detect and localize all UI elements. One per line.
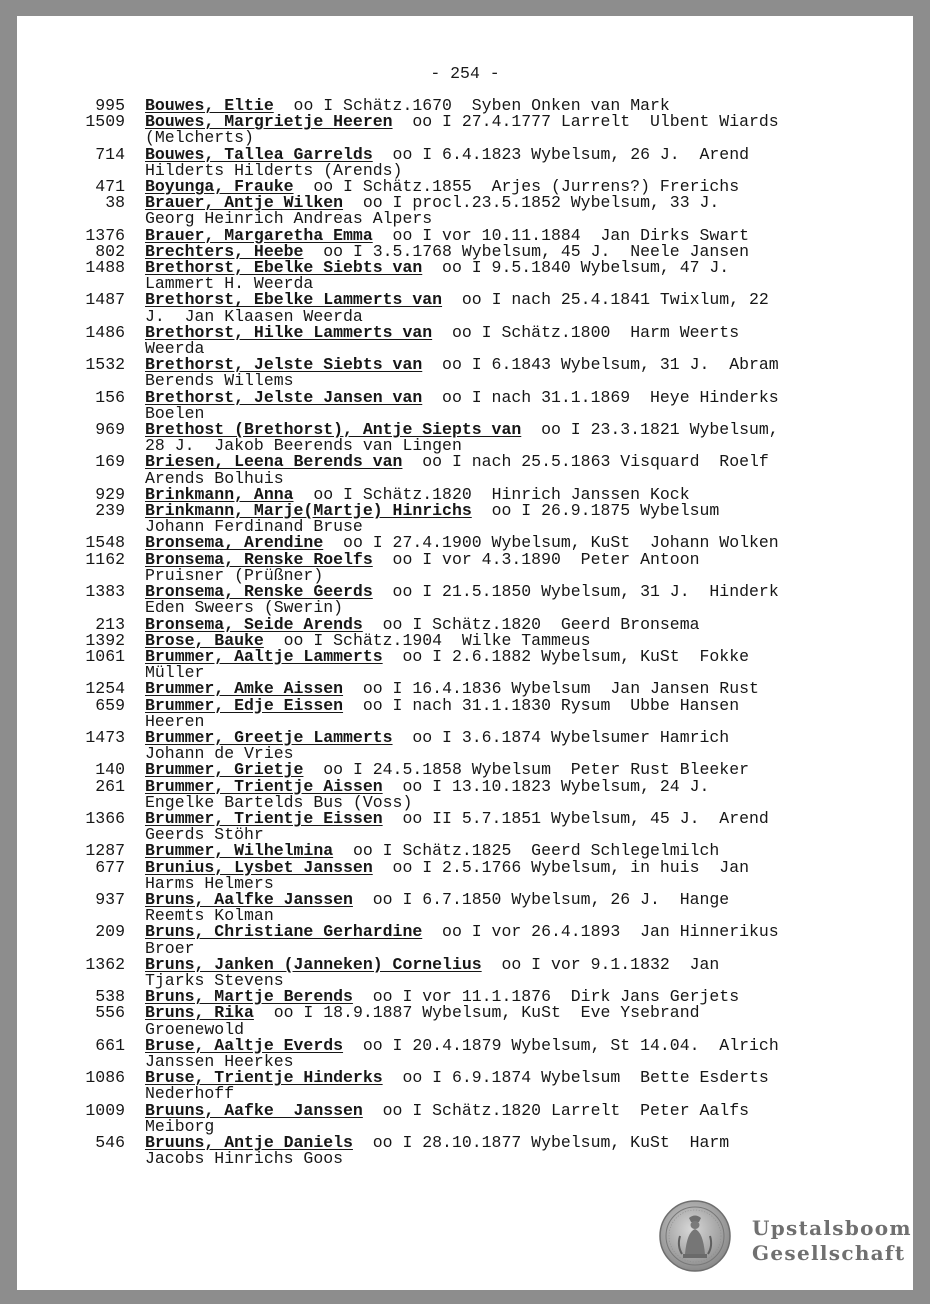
entry-row — [67, 1100, 857, 1136]
entry-number: 659 — [95, 695, 125, 715]
entry-row — [67, 292, 857, 324]
entry-text — [145, 1100, 750, 1136]
entry-row — [67, 1035, 857, 1071]
entry-number: 1509 — [85, 112, 125, 132]
entry-continuation: Boelen — [145, 403, 205, 423]
entry-marriage-details: oo I Schätz.1904 Wilke Tammeus — [263, 630, 591, 650]
entry-name: Bronsema, Renske Roelfs — [145, 549, 373, 569]
entry-row — [67, 924, 857, 956]
entry-marriage-details: oo I vor 4.3.1890 Peter Antoon — [372, 549, 700, 569]
entry-marriage-details: oo I 3.5.1768 Wybelsum, 45 J. Neele Jansen — [303, 241, 750, 261]
entry-text — [145, 454, 769, 486]
entry-marriage-details: oo I nach 25.4.1841 Twixlum, 22 — [442, 290, 769, 310]
entry-name: Brummer, Trientje Aissen — [145, 776, 383, 796]
entry-name: Brummer, Grietje — [145, 760, 304, 780]
entry-number: 1061 — [85, 646, 125, 666]
entry-continuation: Berends Willems — [145, 371, 294, 391]
entry-number: 661 — [95, 1035, 125, 1055]
entry-marriage-details: oo I nach 31.1.1830 Rysum Ubbe Hansen — [343, 695, 740, 715]
entry-number: 1254 — [85, 679, 125, 699]
entry-marriage-details: oo I 23.3.1821 Wybelsum, — [521, 420, 779, 440]
entry-name: Brauer, Margaretha Emma — [145, 225, 373, 245]
entry-text — [145, 924, 779, 956]
entry-number: 1383 — [85, 582, 125, 602]
entry-text — [145, 260, 729, 292]
entry-marriage-details: oo I 6.7.1850 Wybelsum, 26 J. Hange — [352, 889, 730, 909]
entry-text — [145, 1005, 700, 1037]
document-page — [17, 16, 913, 1290]
entry-row — [67, 808, 857, 845]
entry-marriage-details: oo I 6.1843 Wybelsum, 31 J. Abram — [422, 355, 779, 375]
entry-continuation: Tjarks Stevens — [145, 970, 284, 990]
entry-marriage-details: oo I 26.9.1875 Wybelsum — [471, 501, 720, 521]
entry-marriage-details: oo I 27.4.1777 Larrelt Ulbent Wiards — [392, 112, 779, 132]
entry-number: 209 — [95, 922, 125, 942]
entry-name: Brethost (Brethorst), Antje Siepts van — [145, 420, 522, 440]
entry-text — [145, 889, 730, 926]
entry-row — [67, 1005, 857, 1037]
entry-name: Brethorst, Hilke Lammerts van — [145, 322, 433, 342]
entry-number: 802 — [95, 241, 125, 261]
entry-name: Brethorst, Ebelke Siebts van — [145, 258, 423, 278]
entry-continuation: Weerda — [145, 339, 205, 359]
entry-row — [67, 1135, 857, 1167]
entry-text — [145, 195, 719, 227]
entry-name: Brummer, Greetje Lammerts — [145, 727, 393, 747]
entry-name: Bruns, Janken (Janneken) Cornelius — [145, 954, 482, 974]
entry-number: 1009 — [85, 1100, 125, 1120]
entry-number: 169 — [95, 452, 125, 472]
entry-marriage-details: oo I 6.4.1823 Wybelsum, 26 J. Arend — [372, 144, 750, 164]
entry-number: 261 — [95, 776, 125, 796]
entry-marriage-details: oo I 21.5.1850 Wybelsum, 31 J. Hinderk — [372, 582, 779, 602]
entry-row — [67, 549, 857, 585]
entry-name: Brummer, Trientje Eissen — [145, 808, 383, 828]
entry-continuation: Janssen Heerkes — [145, 1051, 294, 1071]
entry-row — [67, 357, 857, 389]
entry-name: Brethorst, Jelste Jansen van — [145, 387, 423, 407]
entry-name: Bruuns, Antje Daniels — [145, 1133, 353, 1152]
entry-continuation: 28 J. Jakob Beerends van Lingen — [145, 436, 462, 456]
entry-number: 471 — [95, 177, 125, 197]
entry-marriage-details: oo I nach 31.1.1869 Heye Hinderks — [422, 387, 779, 407]
entry-row — [67, 260, 857, 292]
entry-row — [67, 954, 857, 990]
entry-name: Brummer, Edje Eissen — [145, 695, 344, 715]
entry-name: Boyunga, Frauke — [145, 177, 294, 197]
entry-continuation: Eden Sweers (Swerin) — [145, 598, 344, 618]
society-name-line1: Upstalsboom — [752, 1216, 912, 1240]
entry-continuation: Lammert H. Weerda — [145, 274, 314, 294]
entry-number: 1473 — [85, 727, 125, 747]
entry-number: 1548 — [85, 533, 125, 553]
entry-text — [145, 808, 769, 845]
entry-name: Briesen, Leena Berends van — [145, 452, 403, 472]
entry-row — [67, 195, 857, 227]
entry-number: 140 — [95, 760, 125, 780]
entry-continuation: Groenewold — [145, 1019, 245, 1039]
entry-marriage-details: oo I 9.5.1840 Wybelsum, 47 J. — [422, 258, 730, 278]
entry-text — [145, 857, 750, 893]
entry-text — [145, 646, 750, 683]
entry-marriage-details: oo I 28.10.1877 Wybelsum, KuSt Harm — [352, 1133, 730, 1152]
entry-text — [145, 584, 779, 616]
entry-row — [67, 727, 857, 764]
entry-text — [145, 422, 779, 454]
entry-name: Brinkmann, Marje(Martje) Hinrichs — [145, 501, 472, 521]
page-number: - 254 - — [430, 64, 500, 83]
entry-row — [67, 454, 857, 486]
entry-marriage-details: oo I 24.5.1858 Wybelsum Peter Rust Bleeker — [303, 760, 750, 780]
entry-list — [67, 98, 857, 1167]
entry-name: Brauer, Antje Wilken — [145, 193, 344, 213]
entry-name: Brinkmann, Anna — [145, 484, 294, 504]
entry-text — [145, 1135, 729, 1167]
entry-continuation: Hilderts Hilderts (Arends) — [145, 160, 403, 180]
entry-row — [67, 646, 857, 683]
entry-number: 1287 — [85, 841, 125, 861]
entry-marriage-details: oo I Schätz.1820 Geerd Bronsema — [362, 614, 700, 634]
entry-continuation: Geerds Stöhr — [145, 825, 264, 845]
entry-marriage-details: oo I 20.4.1879 Wybelsum, St 14.04. Alrich — [343, 1035, 779, 1055]
entry-text — [145, 549, 700, 585]
entry-number: 714 — [95, 144, 125, 164]
entry-name: Bouwes, Tallea Garrelds — [145, 144, 373, 164]
entry-marriage-details: oo I 6.9.1874 Wybelsum Bette Esderts — [382, 1068, 769, 1088]
entry-continuation: Müller — [145, 663, 205, 683]
entry-text — [145, 387, 779, 423]
entry-number: 995 — [95, 96, 125, 115]
entry-continuation: Jacobs Hinrichs Goos — [145, 1149, 344, 1169]
entry-marriage-details: oo I Schätz.1820 Larrelt Peter Aalfs — [362, 1100, 750, 1120]
entry-number: 213 — [95, 614, 125, 634]
entry-continuation: Arends Bolhuis — [145, 468, 284, 488]
entry-number: 1532 — [85, 355, 125, 375]
entry-name: Bronsema, Seide Arends — [145, 614, 363, 634]
entry-row — [67, 144, 857, 180]
entry-number: 38 — [105, 193, 125, 213]
entry-row — [67, 114, 857, 146]
entry-number: 538 — [95, 987, 125, 1007]
entry-continuation: Pruisner (Prüßner) — [145, 565, 324, 585]
society-name — [752, 1216, 912, 1266]
entry-row — [67, 387, 857, 423]
entry-name: Bronsema, Arendine — [145, 533, 324, 553]
entry-name: Brunius, Lysbet Janssen — [145, 857, 373, 877]
entry-continuation: Johann de Vries — [145, 744, 294, 764]
entry-text — [145, 357, 779, 389]
entry-number: 546 — [95, 1133, 125, 1152]
entry-marriage-details: oo I vor 11.1.1876 Dirk Jans Gerjets — [352, 987, 740, 1007]
society-name-line2: Gesellschaft — [752, 1241, 906, 1265]
entry-text — [145, 322, 740, 359]
entry-row — [67, 1070, 857, 1102]
entry-text — [145, 954, 720, 990]
entry-marriage-details: oo I 2.5.1766 Wybelsum, in huis Jan — [372, 857, 750, 877]
entry-marriage-details: oo I vor 9.1.1832 Jan — [481, 954, 720, 974]
entry-continuation: Harms Helmers — [145, 873, 274, 893]
entry-marriage-details: oo I Schätz.1820 Hinrich Janssen Kock — [293, 484, 690, 504]
entry-number: 1486 — [85, 322, 125, 342]
entry-row — [67, 322, 857, 359]
entry-number: 1487 — [85, 290, 125, 310]
entry-continuation: Broer — [145, 938, 195, 958]
entry-name: Brummer, Aaltje Lammerts — [145, 646, 383, 666]
entry-number: 929 — [95, 484, 125, 504]
entry-marriage-details: oo I procl.23.5.1852 Wybelsum, 33 J. — [343, 193, 720, 213]
entry-name: Bouwes, Eltie — [145, 96, 274, 115]
entry-name: Brummer, Amke Aissen — [145, 679, 344, 699]
entry-row — [67, 695, 857, 731]
entry-name: Bruns, Rika — [145, 1003, 254, 1023]
entry-continuation: J. Jan Klaasen Weerda — [145, 306, 363, 326]
entry-name: Brethorst, Ebelke Lammerts van — [145, 290, 443, 310]
entry-marriage-details: oo I 3.6.1874 Wybelsumer Hamrich — [392, 727, 730, 747]
entry-number: 937 — [95, 889, 125, 909]
entry-text — [145, 144, 750, 180]
entry-name: Bruns, Martje Berends — [145, 987, 353, 1007]
entry-continuation: Georg Heinrich Andreas Alpers — [145, 209, 433, 229]
entry-marriage-details: oo I Schätz.1670 Syben Onken van Mark — [273, 96, 670, 115]
entry-name: Bruse, Aaltje Everds — [145, 1035, 344, 1055]
entry-number: 556 — [95, 1003, 125, 1023]
entry-name: Bruns, Christiane Gerhardine — [145, 922, 423, 942]
entry-name: Brummer, Wilhelmina — [145, 841, 334, 861]
entry-marriage-details: oo I Schätz.1825 Geerd Schlegelmilch — [333, 841, 720, 861]
entry-number: 239 — [95, 501, 125, 521]
entry-number: 156 — [95, 387, 125, 407]
entry-text — [145, 292, 769, 324]
entry-name: Bouwes, Margrietje Heeren — [145, 112, 393, 132]
entry-name: Brose, Bauke — [145, 630, 264, 650]
entry-text — [145, 695, 740, 731]
entry-marriage-details: oo I 18.9.1887 Wybelsum, KuSt Eve Ysebrand — [253, 1003, 700, 1023]
entry-marriage-details: oo I vor 26.4.1893 Jan Hinnerikus — [422, 922, 779, 942]
entry-marriage-details: oo I 16.4.1836 Wybelsum Jan Jansen Rust — [343, 679, 759, 699]
entry-continuation: (Melcherts) — [145, 128, 254, 148]
entry-marriage-details: oo I Schätz.1855 Arjes (Jurrens?) Frerichs — [293, 177, 740, 197]
entry-text — [145, 1070, 769, 1102]
entry-row — [67, 776, 857, 812]
entry-row — [67, 584, 857, 616]
entry-marriage-details: oo I Schätz.1800 Harm Weerts — [432, 322, 740, 342]
entry-marriage-details: oo I vor 10.11.1884 Jan Dirks Swart — [372, 225, 750, 245]
entry-number: 677 — [95, 857, 125, 877]
entry-row — [67, 503, 857, 535]
entry-text — [145, 776, 710, 812]
entry-name: Bronsema, Renske Geerds — [145, 582, 373, 602]
entry-marriage-details: oo I 13.10.1823 Wybelsum, 24 J. — [382, 776, 710, 796]
entry-marriage-details: oo II 5.7.1851 Wybelsum, 45 J. Arend — [382, 808, 769, 828]
entry-number: 1376 — [85, 225, 125, 245]
entry-number: 1488 — [85, 258, 125, 278]
entry-continuation: Nederhoff — [145, 1084, 235, 1104]
entry-number: 1392 — [85, 630, 125, 650]
entry-number: 969 — [95, 420, 125, 440]
entry-name: Bruuns, Aafke Janssen — [145, 1100, 363, 1120]
entry-marriage-details: oo I nach 25.5.1863 Visquard Roelf — [402, 452, 769, 472]
entry-continuation: Johann Ferdinand Bruse — [145, 517, 363, 537]
entry-row — [67, 422, 857, 454]
entry-text — [145, 1035, 779, 1071]
entry-continuation: Heeren — [145, 711, 205, 731]
entry-text — [145, 114, 779, 146]
entry-name: Brethorst, Jelste Siebts van — [145, 355, 423, 375]
entry-number: 1362 — [85, 954, 125, 974]
entry-row — [67, 857, 857, 893]
entry-name: Bruns, Aalfke Janssen — [145, 889, 353, 909]
entry-row — [67, 889, 857, 926]
entry-text — [145, 727, 730, 764]
entry-marriage-details: oo I 27.4.1900 Wybelsum, KuSt Johann Wolken — [323, 533, 779, 553]
entry-name: Bruse, Trientje Hinderks — [145, 1068, 383, 1088]
entry-number: 1162 — [85, 549, 125, 569]
entry-continuation: Meiborg — [145, 1116, 215, 1136]
entry-continuation: Reemts Kolman — [145, 906, 274, 926]
entry-marriage-details: oo I 2.6.1882 Wybelsum, KuSt Fokke — [382, 646, 750, 666]
entry-number: 1086 — [85, 1068, 125, 1088]
entry-continuation: Engelke Bartelds Bus (Voss) — [145, 792, 413, 812]
upstalsboom-seal-icon — [659, 1200, 731, 1272]
entry-text — [145, 503, 719, 535]
entry-number: 1366 — [85, 808, 125, 828]
entry-name: Brechters, Heebe — [145, 241, 304, 261]
